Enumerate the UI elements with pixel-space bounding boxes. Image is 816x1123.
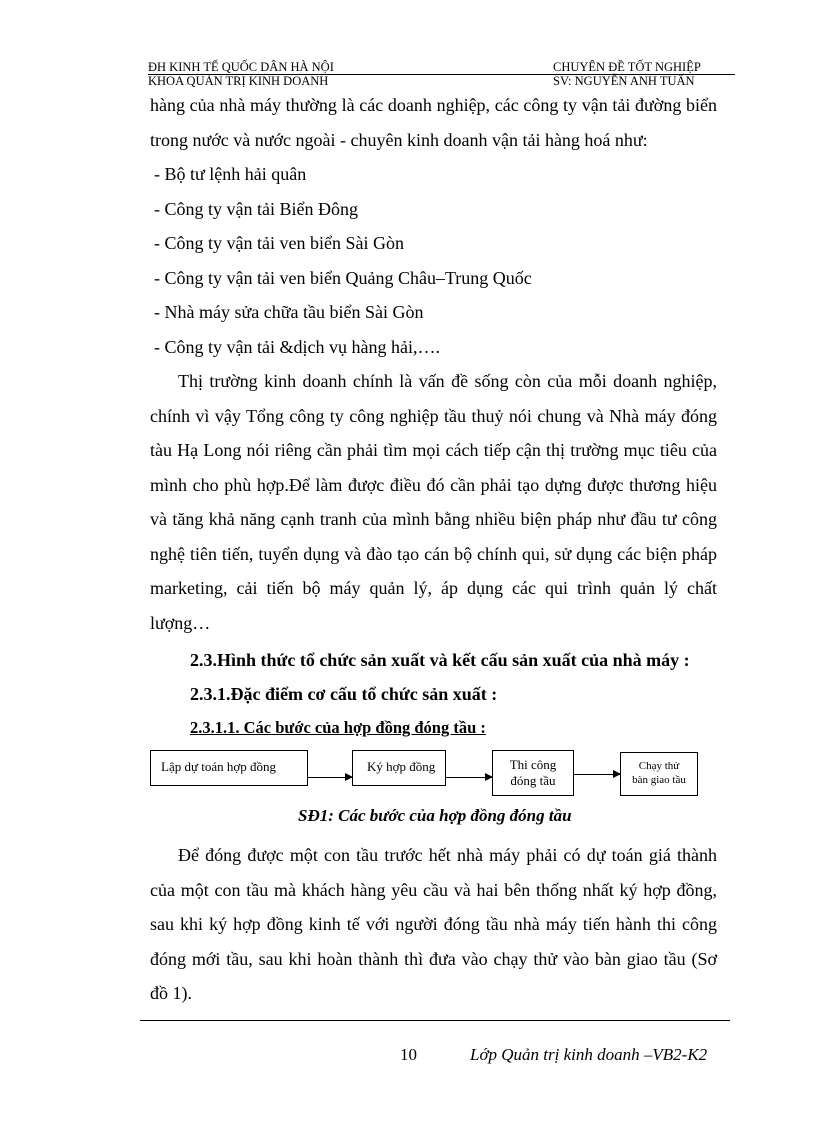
header-divider [148, 74, 735, 75]
header-left-line1: ĐH KINH TẾ QUỐC DÂN HÀ NỘI [148, 60, 334, 74]
header-right-line2: SV: NGUYỄN ANH TUẤN [553, 74, 695, 88]
heading-2-3-1-1: 2.3.1.1. Các bước của hợp đồng đóng tầu : [190, 718, 486, 737]
market-paragraph: Thị trường kinh doanh chính là vấn đề sống còn của mỗi doanh nghiệp, chính vì vậy Tổng công ty công nghiệp tầu thuỷ nói chung và Nhà máy đóng tàu Hạ Long nói riêng cần phải tìm mọi cách tiếp cận thị trường mục tiêu của mình cho phù hợp.Để làm được điều đó cần phải tạo dựng được thương hiệu và tăng khả năng cạnh tranh của mình bằng nhiều biện pháp như đầu tư công nghệ tiên tiến, tuyển dụng và đào tạo cán bộ chính qui, sử dụng các biện pháp marketing, cải tiến bộ máy quản lý, áp dụng các qui trình quản lý chất lượng… [150, 371, 717, 633]
body-top [150, 88, 717, 640]
step-label: Lập dự toán hợp đồng [161, 759, 277, 774]
step-label-line2: đóng tầu [510, 773, 556, 788]
list-item: - Công ty vận tải Biển Đông [154, 198, 358, 219]
step-label: Chạy thử [638, 760, 680, 772]
list-item: - Nhà máy sửa chữa tầu biển Sài Gòn [154, 302, 424, 322]
arrow-icon [574, 774, 620, 775]
heading-2-3: 2.3.Hình thức tổ chức sản xuất và kết cấu sản xuất của nhà máy : [190, 650, 690, 670]
step-label: Ký hợp đồng [367, 759, 436, 774]
header-left-line2: KHOA QUẢN TRỊ KINH DOANH [148, 74, 329, 88]
step-label-line2: bàn giao tầu [632, 774, 686, 786]
step-box-estimate [150, 750, 308, 786]
list-item: - Công ty vận tải &dịch vụ hàng hải,…. [154, 336, 440, 357]
step-box-construction [492, 750, 574, 796]
list-item: - Công ty vận tải ven biển Sài Gòn [154, 233, 404, 253]
arrow-icon [308, 777, 352, 778]
heading-2-3-1: 2.3.1.Đặc điểm cơ cấu tổ chức sản xuất : [190, 684, 498, 704]
step-label: Thi công [509, 757, 557, 772]
step-box-sign-contract [352, 750, 446, 786]
footer-divider [140, 1020, 730, 1021]
step-box-trial-handover [620, 752, 698, 796]
header-right-line1: CHUYÊN ĐỀ TỐT NGHIỆP [553, 60, 701, 74]
page-number: 10 [400, 1045, 417, 1064]
body-bottom [150, 838, 717, 1011]
final-paragraph: Để đóng được một con tầu trước hết nhà máy phải có dự toán giá thành của một con tầu mà khách hàng yêu cầu và hai bên thống nhất ký hợp đồng, sau khi ký hợp đồng kinh tế với người đóng tầu nhà máy tiến hành thi công đóng mới tầu, sau khi hoàn thành thì đưa vào chạy thử vào bàn giao tầu (Sơ đồ 1). [150, 845, 717, 1003]
diagram-caption: SĐ1: Các bước của hợp đồng đóng tầu [298, 806, 572, 825]
arrow-icon [446, 777, 492, 778]
list-item: - Bộ tư lệnh hải quân [154, 164, 307, 184]
footer-class-name: Lớp Quản trị kinh doanh –VB2-K2 [470, 1045, 708, 1064]
intro-paragraph: hàng của nhà máy thường là các doanh nghiệp, các công ty vận tải đường biển trong nước và nước ngoài - chuyên kinh doanh vận tải hàng hoá như: [150, 95, 717, 150]
list-item: - Công ty vận tải ven biển Quảng Châu–Trung Quốc [154, 267, 532, 288]
